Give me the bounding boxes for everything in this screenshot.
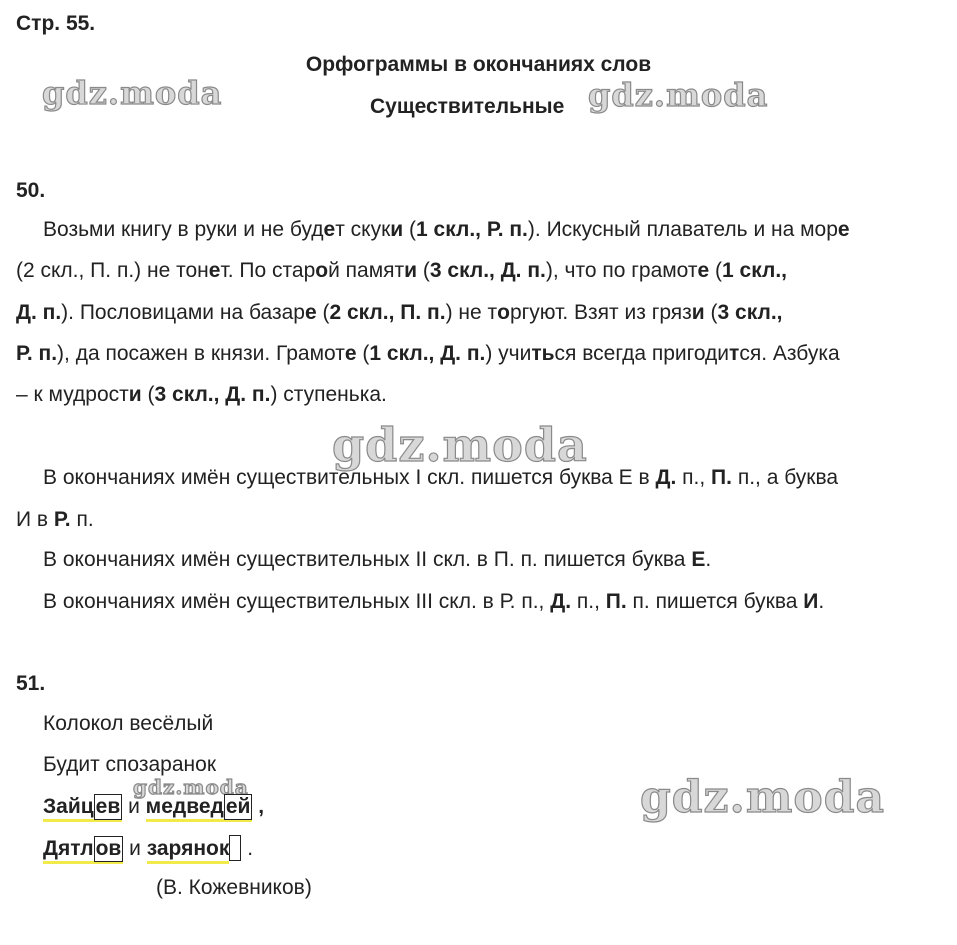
word-medvedey: медведей [146, 795, 253, 822]
text-line: В окончаниях имён существительных I скл. пишется буква Е в Д. п., П. п., а буква [43, 466, 839, 489]
ending-box: ей [225, 795, 251, 818]
watermark: gdz.moda [42, 74, 223, 112]
ending-box: ов [95, 837, 122, 860]
page-label: Стр. 55. [16, 12, 96, 35]
watermark: gdz.moda [588, 76, 769, 114]
section-subtitle: Существительные [370, 95, 565, 118]
ending-box: ев [95, 795, 121, 818]
text-line: (2 скл., П. п.) не тонет. По старой памяти (3 скл., Д. п.), что по грамоте (1 скл., [16, 259, 788, 282]
text-line: Возьми книгу в руки и не будет скуки (1 скл., Р. п.). Искусный плаватель и на море [43, 218, 850, 241]
poem-line: Колокол весёлый [43, 712, 214, 735]
word-dyatlov: Дятлов [43, 837, 123, 864]
watermark: gdz.moda [640, 772, 886, 823]
text-line: – к мудрости (3 скл., Д. п.) ступенька. [16, 383, 387, 406]
text-line: Р. п.), да посажен в князи. Грамоте (1 скл., Д. п.) учиться всегда пригодится. Азбука [16, 342, 840, 365]
task-number-50: 50. [16, 179, 46, 202]
empty-ending-box [229, 835, 241, 861]
word-zaytsev: Зайцев [43, 795, 122, 822]
text-line: И в Р. п. [16, 508, 94, 531]
poem-line: Дятлов и зарянок . [43, 835, 253, 862]
poem-author: (В. Кожевников) [156, 876, 312, 899]
watermark: gdz.moda [332, 418, 588, 472]
poem-line: Будит спозаранок [43, 753, 217, 776]
watermark: gdz.moda [133, 775, 249, 799]
text-line: Д. п.). Пословицами на базаре (2 скл., П. п.) не торгуют. Взят из грязи (3 скл., [16, 301, 783, 324]
poem-line: Зайцев и медведей , [43, 794, 264, 820]
text-line: В окончаниях имён существительных II скл. в П. п. пишется буква Е. [43, 548, 712, 571]
section-title: Орфограммы в окончаниях слов [305, 53, 652, 76]
task-number-51: 51. [16, 672, 46, 695]
text-line: В окончаниях имён существительных III скл. в Р. п., Д. п., П. п. пишется буква И. [43, 590, 825, 613]
word-zaryanok: зарянок [147, 837, 230, 864]
